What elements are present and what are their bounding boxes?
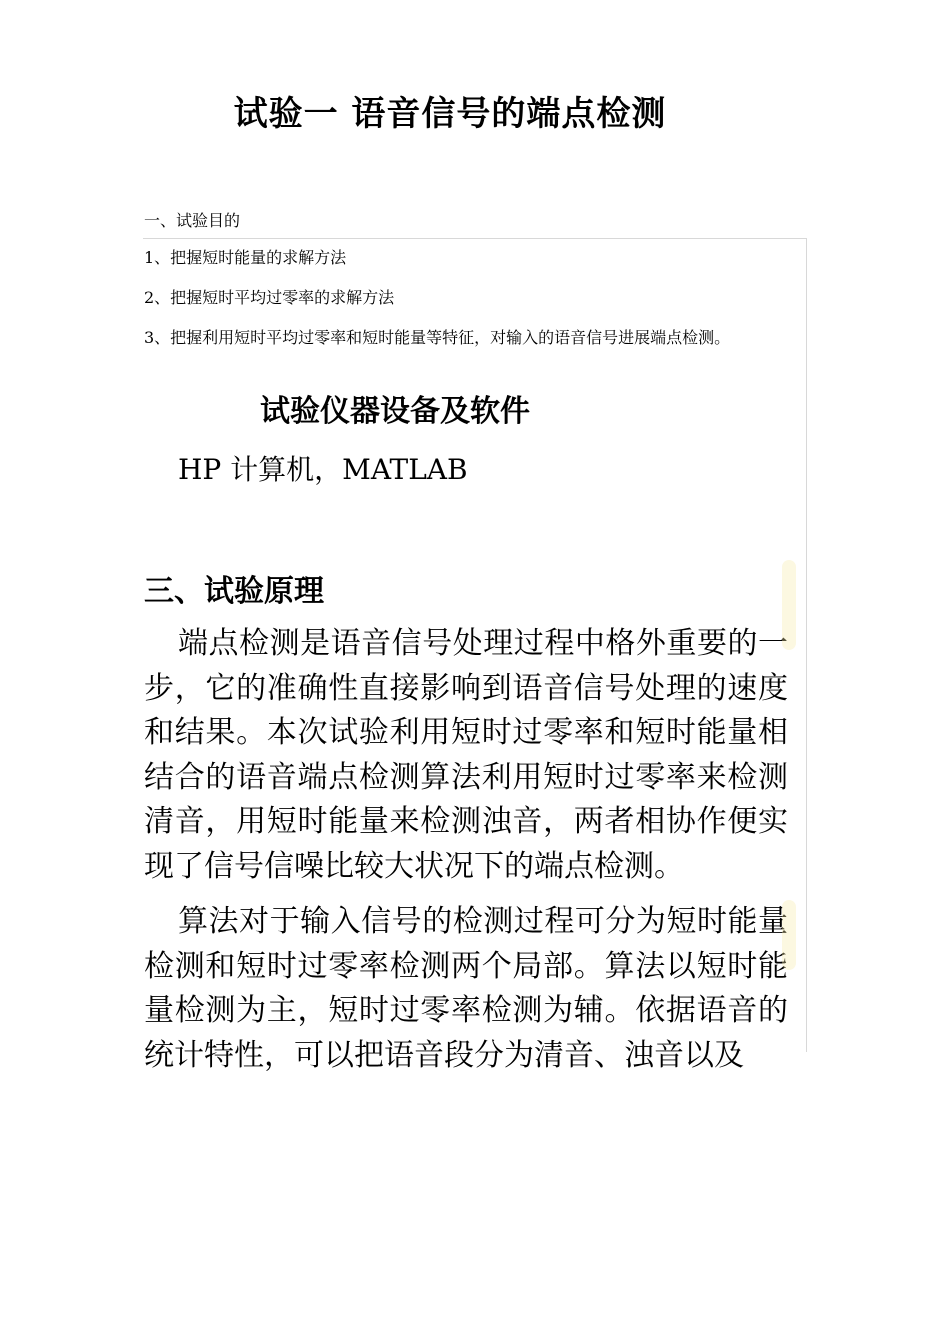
objective-item-2: 2、把握短时平均过零率的求解方法 bbox=[144, 288, 395, 307]
section-heading-equipment: 试验仪器设备及软件 bbox=[260, 394, 530, 429]
document-title: 试验一 语音信号的端点检测 bbox=[233, 94, 667, 134]
section-heading-principle: 三、试验原理 bbox=[144, 574, 324, 609]
faint-stamp-mark bbox=[782, 560, 796, 650]
objective-item-1: 1、把握短时能量的求解方法 bbox=[144, 248, 347, 267]
principle-paragraph-1: 端点检测是语音信号处理过程中格外重要的一步，它的准确性直接影响到语音信号处理的速度和结果。本次试验利用短时过零率和短时能量相结合的语音端点检测算法利用短时过零率来检测清音，用短时能量来检测浊音，两者相协作便实现了信号信噪比较大状况下的端点检测。 bbox=[144, 626, 788, 884]
section-heading-objectives: 一、试验目的 bbox=[144, 211, 241, 230]
equipment-text: HP 计算机，MATLAB bbox=[178, 453, 468, 486]
faint-stamp-mark bbox=[782, 900, 796, 970]
objective-item-3: 3、把握利用短时平均过零率和短时能量等特征，对输入的语音信号进展端点检测。 bbox=[144, 328, 731, 347]
principle-paragraph-2: 算法对于输入信号的检测过程可分为短时能量检测和短时过零率检测两个局部。算法以短时能量检测为主，短时过零率检测为辅。依据语音的统计特性，可以把语音段分为清音、浊音以及 bbox=[144, 904, 788, 1073]
